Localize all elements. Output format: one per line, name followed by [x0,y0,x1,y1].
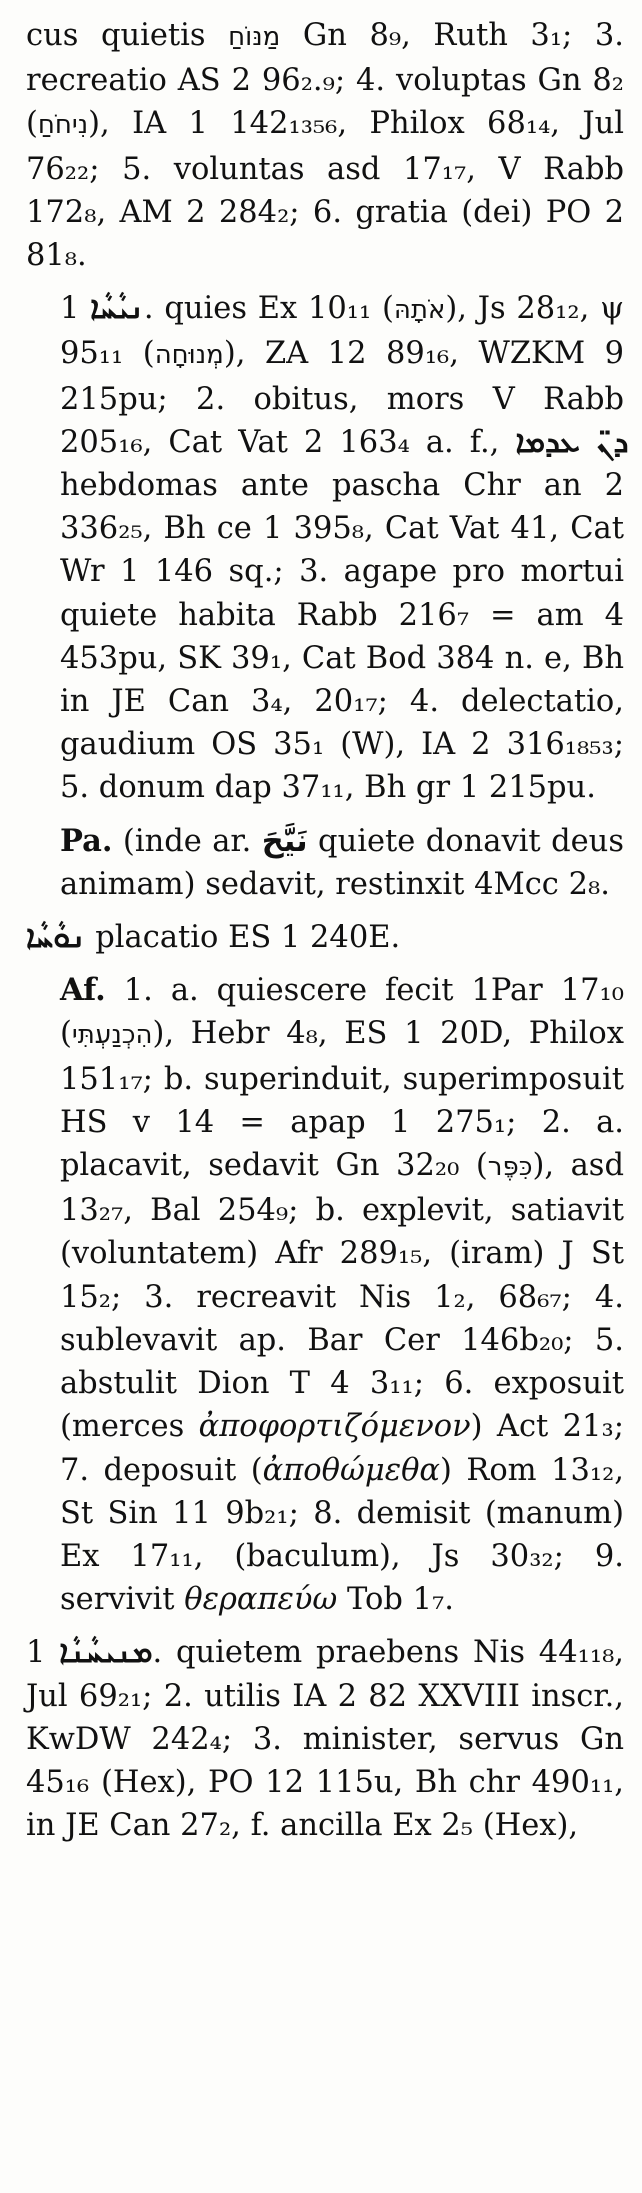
entry-text: ), IA 1 142₁₃₅₆, Philox 68₁₄, Jul 76₂₂; 5. voluntas asd 17₁₇, V Rabb 172₈, AM 2 284₂; 6. gratia (dei) PO 2 81₈. [26,106,624,274]
entry-text: Tob 1₇. [337,1582,454,1618]
entry-text: ) Act 21₃; 7. deposuit ( [60,1409,624,1488]
syriac-lemma: نَيَّحَ [261,823,308,859]
entry-text: ), Js 28₁₂, ψ 95₁₁ ( [60,291,624,372]
dictionary-entry [26,287,624,809]
hebrew-gloss: מְנוּחָה [154,340,224,371]
stem-heading: Pa. [60,822,113,859]
dictionary-entry [26,916,624,959]
syriac-lemma: ܕܢ̈ ܥܕܡܐ [515,424,624,460]
dictionary-entry [26,820,624,906]
entry-text: cus quietis [26,18,229,53]
greek-gloss: θεραπεύω [184,1582,338,1618]
dictionary-entries [26,14,624,1847]
entry-text: 1. a. quiescere fecit 1Par 17₁₀ ( [60,973,624,1052]
dictionary-entry [26,14,624,277]
greek-gloss: ἀποφορτιζόμενον [198,1409,471,1445]
hebrew-gloss: נִיחֹחַ [37,110,89,141]
dictionary-entry [26,969,624,1621]
entry-text: 1. quietem praebens Nis 44₁₁₈, Jul 69₂₁; 2. utilis IA 2 82 XXVIII inscr., KwDW 242₄; 3. minister, servus Gn 45₁₆ (Hex), PO 12 115u, Bh chr 490₁₁, in JE Can 27₂, f. ancilla Ex 2₅ (Hex), [26,1635,624,1844]
dictionary-entry [26,1631,624,1847]
entry-text: 1. quies Ex 10₁₁ ( [60,291,394,327]
hebrew-gloss: הִכְנַעְתִּי [71,1020,153,1051]
syriac-lemma: ܢܘܵܚܵܐ [26,920,86,956]
entry-text: Gn 8₉, Ruth 3₁; 3. recreatio AS 2 96₂.₉; 4. voluptas Gn 8₂ ( [26,18,624,142]
greek-gloss: ἀποθώμεθα [262,1452,441,1488]
entry-text: ), ZA 12 89₁₆, WZKM 9 215pu; 2. obitus, mors V Rabb 205₁₆, Cat Vat 2 163₄ a. f., [60,336,624,460]
hebrew-gloss: אֹתָהּ [393,295,446,326]
hebrew-gloss: מַנּוֹחַ [228,22,281,52]
syriac-lemma: ܡܢܝܚܵܢܵܐ [59,1635,153,1671]
entry-text: hebdomas ante pascha Chr an 2 336₂₅, Bh ce 1 395₈, Cat Vat 41, Cat Wr 1 146 sq.; 3. agape pro mortui quiete habita Rabb 216₇ = am 4 453pu, SK 39₁, Cat Bod 384 n. e, Bh in JE Can 3₄, 20₁₇; 4. delectatio, gaudium OS 35₁ (W), IA 2 316₁₈₅₃; 5. donum dap 37₁₁, Bh gr 1 215pu. [60,468,624,806]
entry-text: ) Rom 13₁₂, St Sin 11 9b₂₁; 8. demisit (manum) Ex 17₁₁, (baculum), Js 30₃₂; 9. servivit [60,1452,624,1618]
syriac-lemma: ܢܝܵܚܵܐ [90,291,144,327]
entry-text: ), Hebr 4₈, ES 1 20D, Philox 151₁₇; b. superinduit, superimposuit HS v 14 = apap 1 275₁; 2. a. placavit, sedavit Gn 32₂₀ ( [60,1016,624,1184]
entry-text: (inde ar. [112,823,262,859]
stem-heading: Af. [60,972,106,1009]
entry-text: ), asd 13₂₇, Bal 254₉; b. explevit, satiavit (voluntatem) Afr 289₁₅, (iram) J St 15₂; 3. recreavit Nis 1₂, 68₆₇; 4. sublevavit ap. Bar Cer 146b₂₀; 5. abstulit Dion T 4 3₁₁; 6. exposuit (merces [60,1148,624,1445]
entry-text: placatio ES 1 240E. [85,920,401,956]
entry-text: quiete donavit deus animam) sedavit, restinxit 4Mcc 2₈. [60,823,624,902]
hebrew-gloss: כִּפֶּר [487,1152,533,1183]
